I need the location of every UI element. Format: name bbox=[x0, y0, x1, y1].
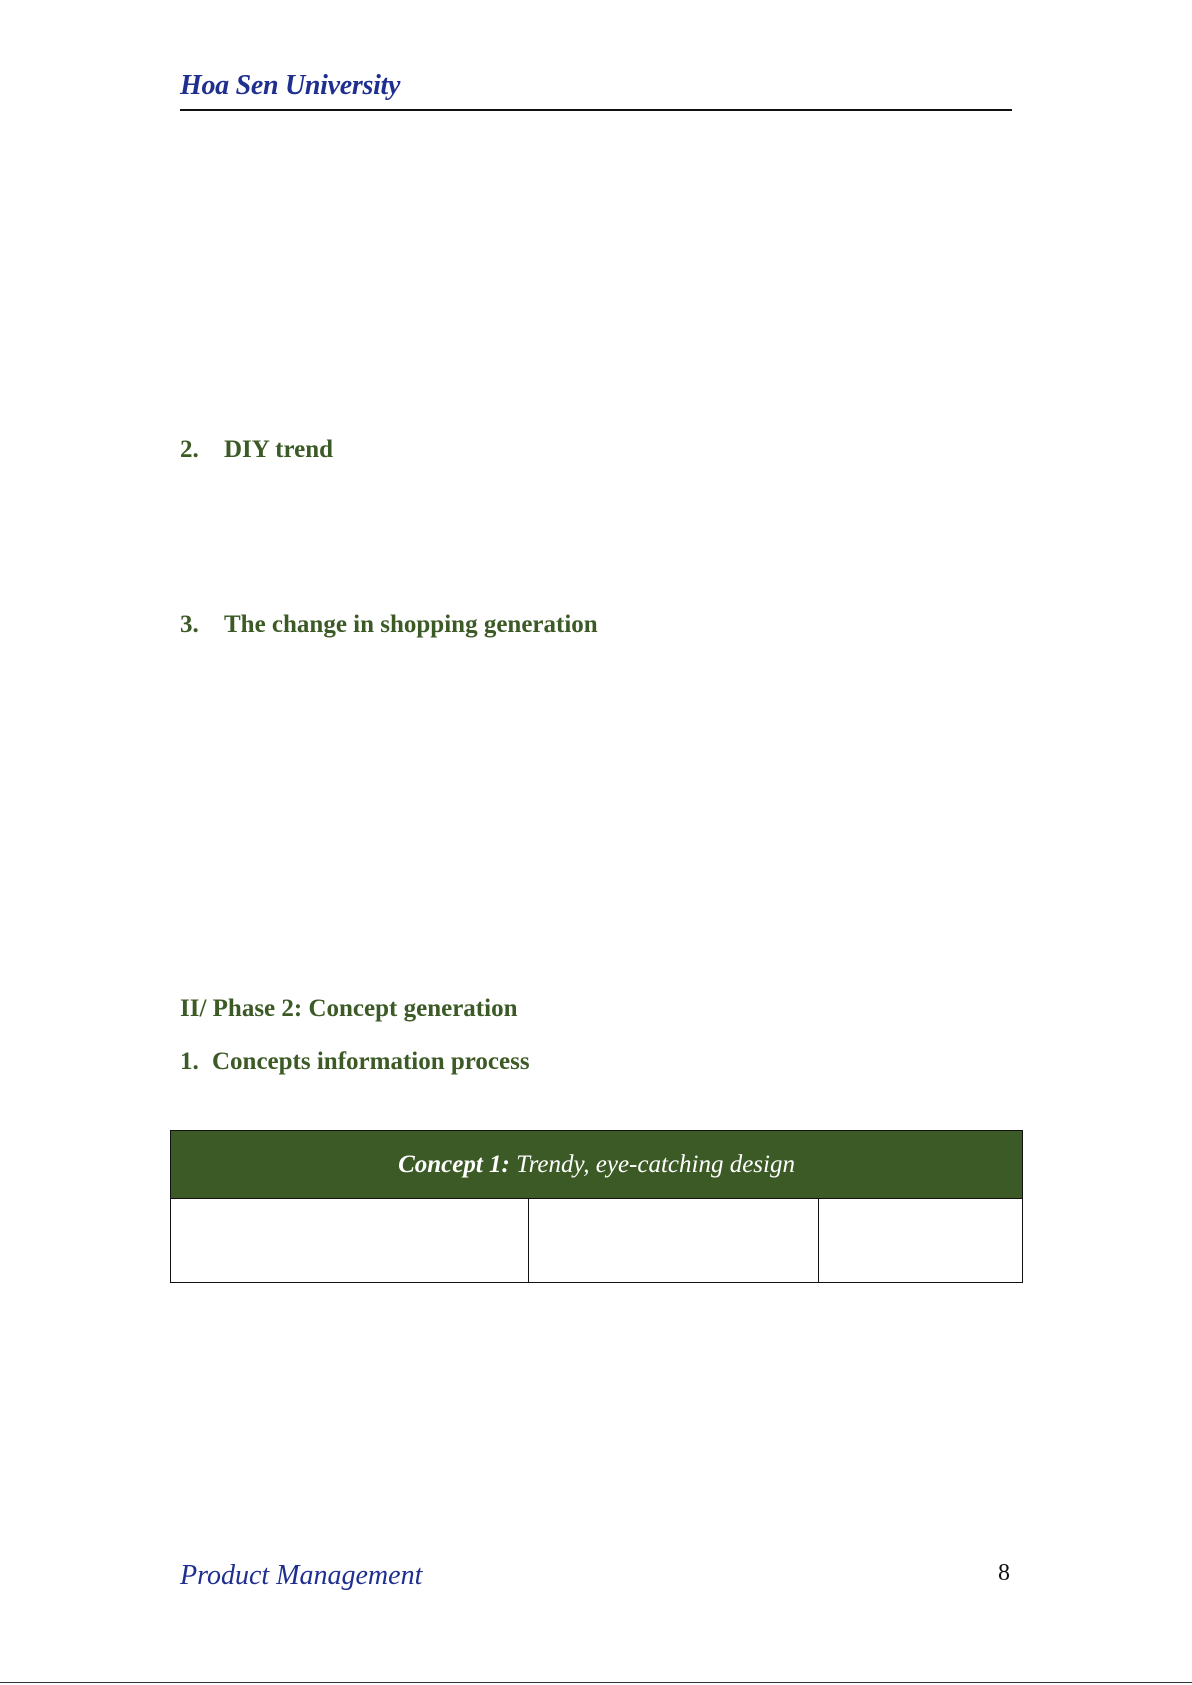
concept-description: Trendy, eye-catching design bbox=[509, 1150, 795, 1178]
concept-table-header bbox=[171, 1131, 1023, 1199]
section-heading-diy-trend bbox=[180, 436, 333, 464]
table-cell bbox=[171, 1199, 529, 1283]
section-title: DIY trend bbox=[224, 436, 334, 463]
document-header-title: Hoa Sen University bbox=[180, 70, 401, 101]
table-cell bbox=[529, 1199, 819, 1283]
phase-heading: II/ Phase 2: Concept generation bbox=[180, 995, 518, 1022]
section-number: 1. bbox=[180, 1048, 199, 1075]
page-number: 8 bbox=[998, 1560, 1010, 1586]
footer-course-title: Product Management bbox=[180, 1560, 423, 1591]
section-heading-shopping-generation bbox=[180, 611, 598, 639]
section-heading-concepts-process bbox=[180, 1048, 530, 1076]
table-cell bbox=[819, 1199, 1023, 1283]
page-edge-line bbox=[0, 1682, 1192, 1683]
section-title: The change in shopping generation bbox=[224, 611, 598, 638]
concept-table bbox=[170, 1130, 1023, 1283]
section-title: Concepts information process bbox=[212, 1048, 530, 1075]
header-divider bbox=[180, 109, 1012, 111]
section-number: 2. bbox=[180, 436, 199, 463]
concept-label: Concept 1: bbox=[398, 1150, 510, 1178]
section-number: 3. bbox=[180, 611, 199, 638]
